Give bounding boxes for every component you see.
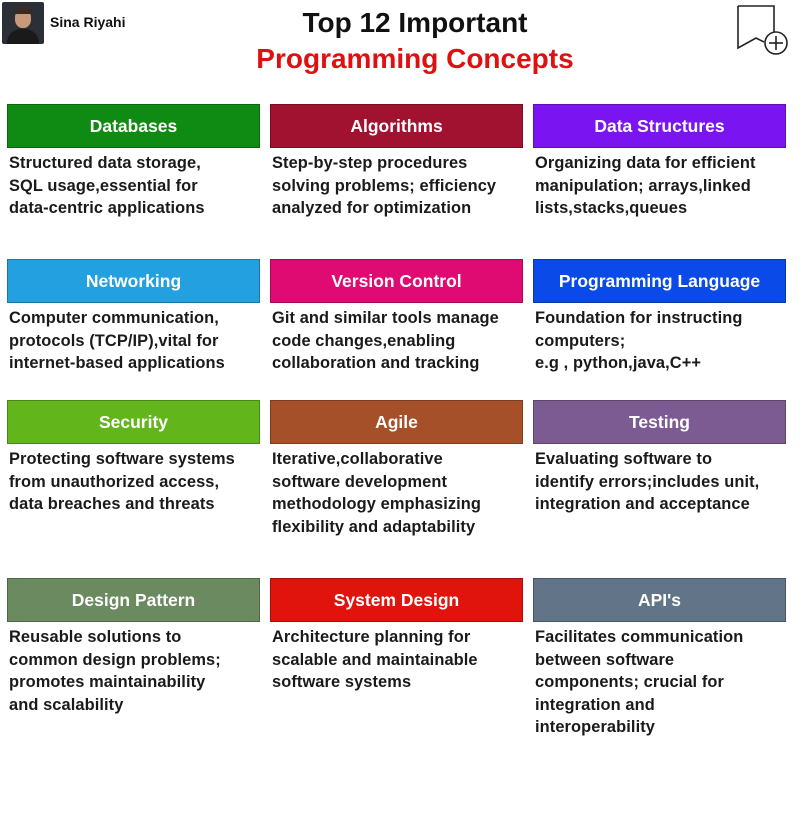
- page-subtitle: Programming Concepts: [256, 43, 574, 74]
- card-title: Version Control: [270, 259, 523, 303]
- card-description: Architecture planning for scalable and maintainable software systems: [272, 628, 478, 691]
- author-name: Sina Riyahi: [50, 14, 126, 30]
- concept-card-programming-language: [533, 259, 786, 375]
- concept-card-system-design: [270, 578, 523, 694]
- card-title: API's: [533, 578, 786, 622]
- card-description: Organizing data for efficient manipulation; arrays,linked lists,stacks,queues: [535, 154, 756, 217]
- bookmark-add-icon[interactable]: [736, 4, 792, 56]
- card-title: Databases: [7, 104, 260, 148]
- card-title: Security: [7, 400, 260, 444]
- card-title: Algorithms: [270, 104, 523, 148]
- card-title: Data Structures: [533, 104, 786, 148]
- card-description: Step-by-step procedures solving problems; efficiency analyzed for optimization: [272, 154, 497, 217]
- concept-card-algorithms: [270, 104, 523, 220]
- card-description: Computer communication, protocols (TCP/IP),vital for internet-based applications: [9, 309, 225, 372]
- card-description: Foundation for instructing computers; e.g , python,java,C++: [535, 309, 743, 372]
- card-description: Structured data storage, SQL usage,essential for data-centric applications: [9, 154, 205, 217]
- card-description: Evaluating software to identify errors;includes unit, integration and acceptance: [535, 450, 760, 513]
- card-title: Programming Language: [533, 259, 786, 303]
- card-title: Design Pattern: [7, 578, 260, 622]
- concept-card-apis: [533, 578, 786, 739]
- card-description: Iterative,collaborative software development methodology emphasizing flexibility and adaptability: [272, 450, 482, 536]
- concept-card-agile: [270, 400, 523, 538]
- concept-card-design-pattern: [7, 578, 260, 716]
- concept-card-data-structures: [533, 104, 786, 220]
- card-title: System Design: [270, 578, 523, 622]
- card-title: Testing: [533, 400, 786, 444]
- concept-card-testing: [533, 400, 786, 516]
- card-description: Git and similar tools manage code changes,enabling collaboration and tracking: [272, 309, 499, 372]
- card-description: Reusable solutions to common design problems; promotes maintainability and scalability: [9, 628, 221, 714]
- concept-card-version-control: [270, 259, 523, 375]
- concept-card-databases: [7, 104, 260, 220]
- card-title: Networking: [7, 259, 260, 303]
- concept-card-networking: [7, 259, 260, 375]
- page-title: Top 12 Important: [302, 7, 528, 38]
- card-title: Agile: [270, 400, 523, 444]
- card-description: Protecting software systems from unauthorized access, data breaches and threats: [9, 450, 235, 513]
- concept-card-security: [7, 400, 260, 516]
- card-description: Facilitates communication between software components; crucial for integration and interoperability: [535, 628, 744, 736]
